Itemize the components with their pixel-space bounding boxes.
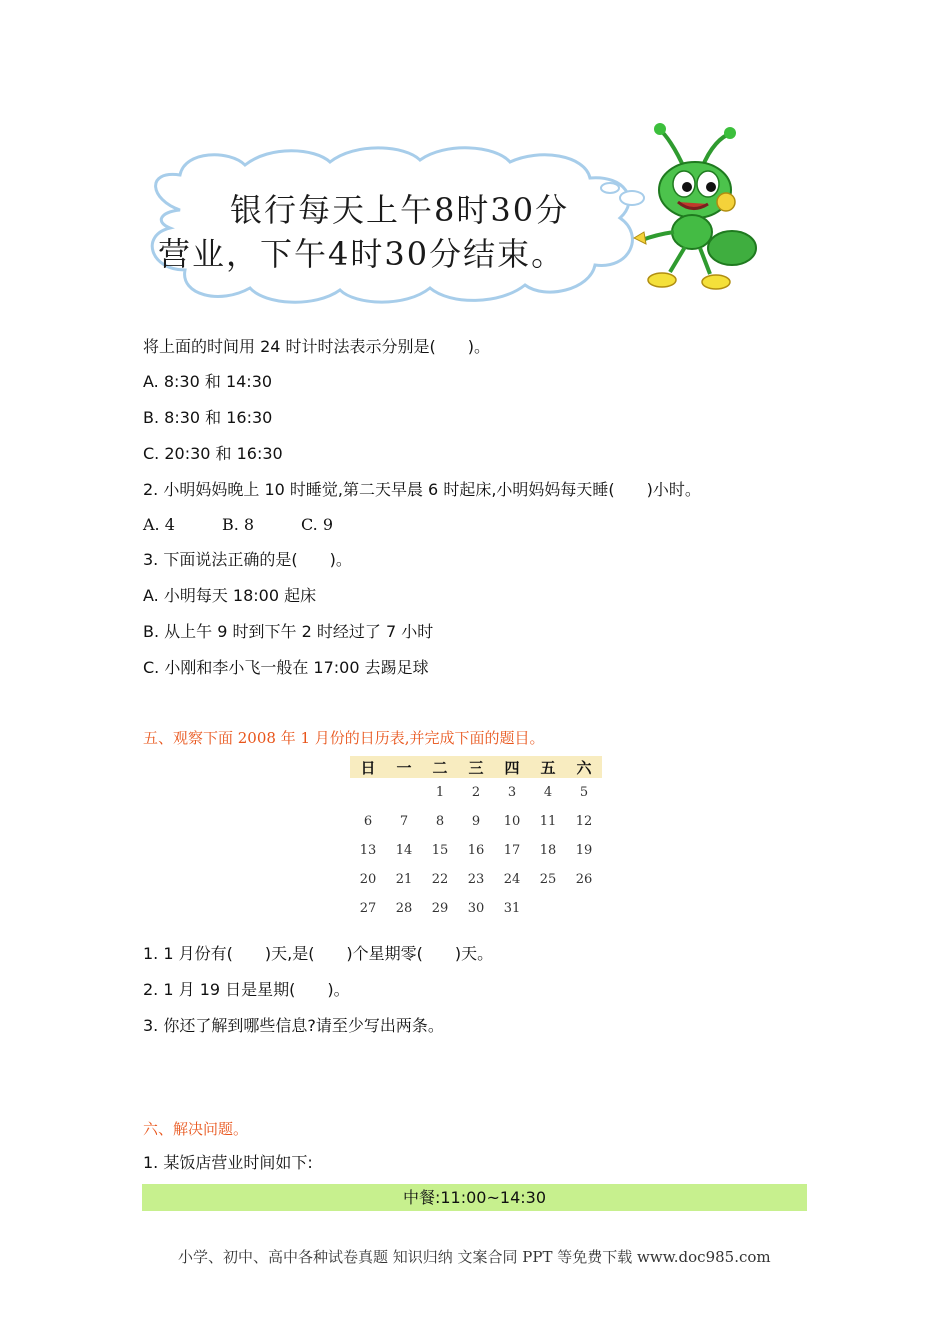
- calendar-day-cell: 1: [435, 785, 445, 800]
- calendar-day-cell: 15: [431, 843, 449, 858]
- calendar-day-cell: 26: [575, 872, 593, 887]
- calendar-header-thu: 四: [494, 756, 530, 778]
- calendar-header-wed: 三: [458, 756, 494, 778]
- cloud-line-2: 营业，下午4时30分结束。: [158, 235, 566, 273]
- page-footer: 小学、初中、高中各种试卷真题 知识归纳 文案合同 PPT 等免费下载 www.doc985.com: [178, 1248, 771, 1266]
- calendar-week-row: [350, 894, 602, 923]
- question-3-stem: 3. 下面说法正确的是( )。: [143, 550, 352, 569]
- calendar-day-cell: 24: [503, 872, 521, 887]
- calendar-day-cell: 9: [471, 814, 481, 829]
- cloud-line-1: 银行每天上午8时30分: [230, 191, 570, 229]
- question-1-stem: 将上面的时间用 24 时计时法表示分别是( )。: [143, 337, 491, 356]
- calendar-day-cell: [566, 894, 602, 923]
- calendar-header-mon: 一: [386, 756, 422, 778]
- question-2-option-b: B. 8: [222, 515, 255, 534]
- calendar-day-cell: 28: [395, 901, 413, 916]
- calendar-day-cell: [386, 778, 422, 807]
- calendar-week-row: [350, 807, 602, 836]
- calendar-week-row: [350, 865, 602, 894]
- question-2-option-c: C. 9: [301, 515, 334, 534]
- section-5-question-3: 3. 你还了解到哪些信息?请至少写出两条。: [143, 1016, 444, 1035]
- ant-character-illustration: [630, 122, 760, 297]
- question-2-stem: 2. 小明妈妈晚上 10 时睡觉,第二天早晨 6 时起床,小明妈妈每天睡( )小时。: [143, 480, 701, 499]
- question-1-option-c: C. 20:30 和 16:30: [143, 444, 283, 463]
- calendar-day-cell: 19: [575, 843, 593, 858]
- lunch-hours-label: 中餐:11:00~14:30: [402, 1187, 547, 1207]
- calendar-day-cell: 31: [503, 901, 521, 916]
- section-6-title: 六、解决问题。: [143, 1120, 249, 1138]
- calendar-day-cell: 22: [431, 872, 449, 887]
- question-1-option-b: B. 8:30 和 16:30: [143, 408, 273, 427]
- section-5-question-2: 2. 1 月 19 日是星期( )。: [143, 980, 350, 999]
- calendar-day-cell: 10: [503, 814, 521, 829]
- calendar-header-sat: 六: [566, 756, 602, 778]
- calendar-day-cell: 4: [543, 785, 553, 800]
- calendar-day-cell: 11: [539, 814, 557, 829]
- question-3-option-a: A. 小明每天 18:00 起床: [143, 586, 317, 605]
- calendar-day-cell: 18: [539, 843, 557, 858]
- question-2-option-a: A. 4: [143, 515, 175, 534]
- calendar-day-cell: [530, 894, 566, 923]
- calendar-day-cell: 3: [507, 785, 517, 800]
- calendar-day-cell: 8: [435, 814, 445, 829]
- calendar-header-row: [350, 756, 602, 778]
- question-1-option-a: A. 8:30 和 14:30: [143, 372, 273, 391]
- section-5-title: 五、观察下面 2008 年 1 月份的日历表,并完成下面的题目。: [143, 729, 545, 747]
- calendar-day-cell: 30: [467, 901, 485, 916]
- calendar-table: [350, 756, 602, 923]
- calendar-day-cell: 14: [395, 843, 413, 858]
- calendar-day-cell: 27: [359, 901, 377, 916]
- calendar-day-cell: 5: [579, 785, 589, 800]
- calendar-week-row: [350, 836, 602, 865]
- calendar-day-cell: 16: [467, 843, 485, 858]
- section-6-question-1: 1. 某饭店营业时间如下:: [143, 1153, 313, 1172]
- calendar-day-cell: 17: [503, 843, 521, 858]
- calendar-header-sun: 日: [350, 756, 386, 778]
- lunch-hours-bar: [142, 1184, 807, 1211]
- calendar-day-cell: 12: [575, 814, 593, 829]
- calendar-day-cell: [350, 778, 386, 807]
- calendar-header-tue: 二: [422, 756, 458, 778]
- calendar-day-cell: 21: [395, 872, 413, 887]
- section-5-question-1: 1. 1 月份有( )天,是( )个星期零( )天。: [143, 944, 494, 963]
- calendar-header-fri: 五: [530, 756, 566, 778]
- calendar-day-cell: 25: [539, 872, 557, 887]
- question-3-option-c: C. 小刚和李小飞一般在 17:00 去踢足球: [143, 658, 429, 677]
- calendar-day-cell: 2: [471, 785, 481, 800]
- calendar-day-cell: 13: [359, 843, 377, 858]
- calendar-day-cell: 7: [399, 814, 409, 829]
- calendar-day-cell: 29: [431, 901, 449, 916]
- calendar-day-cell: 6: [363, 814, 373, 829]
- question-3-option-b: B. 从上午 9 时到下午 2 时经过了 7 小时: [143, 622, 434, 641]
- calendar-day-cell: 20: [359, 872, 377, 887]
- calendar-day-cell: 23: [467, 872, 485, 887]
- calendar-week-row: [350, 778, 602, 807]
